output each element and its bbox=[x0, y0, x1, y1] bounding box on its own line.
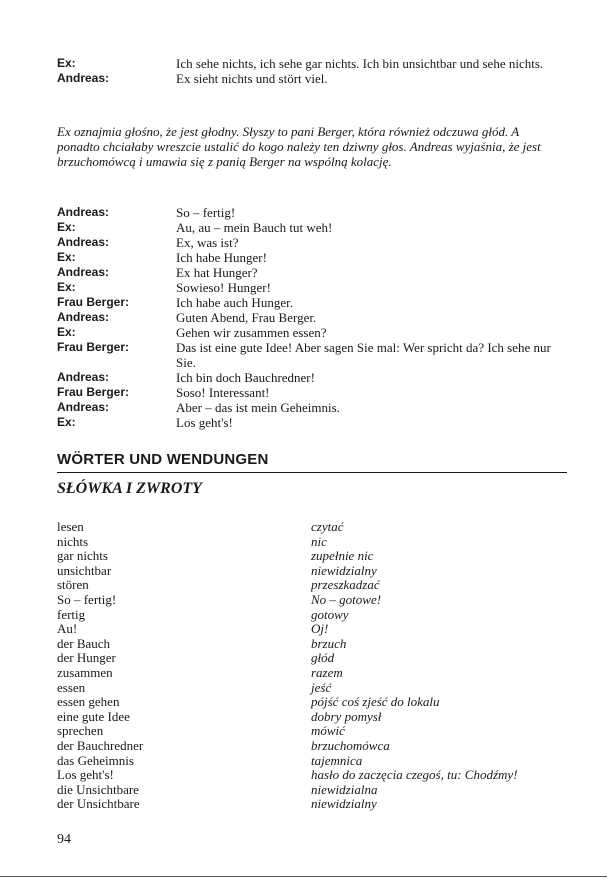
line-text: Ex hat Hunger? bbox=[176, 265, 258, 280]
speaker: Andreas: bbox=[57, 205, 110, 219]
german-term: der Bauch bbox=[57, 635, 111, 651]
line-text: Los geht's! bbox=[176, 415, 233, 430]
dialogue-line bbox=[57, 250, 557, 265]
dialogue-line bbox=[57, 385, 557, 400]
german-term: lesen bbox=[57, 519, 84, 534]
speaker: Ex: bbox=[57, 415, 76, 429]
german-term: sprechen bbox=[57, 723, 104, 739]
german-term: der Hunger bbox=[57, 650, 116, 666]
page-edge-line bbox=[0, 876, 607, 877]
vocab-row bbox=[57, 739, 577, 754]
dialogue-line bbox=[57, 235, 557, 250]
vocab-row bbox=[57, 593, 577, 608]
speaker: Ex: bbox=[57, 220, 76, 234]
speaker: Andreas: bbox=[57, 370, 110, 384]
line-text: Ich habe auch Hunger. bbox=[176, 295, 293, 310]
dialogue-line bbox=[57, 56, 557, 71]
german-term: Au! bbox=[57, 621, 78, 637]
polish-translation: No – gotowe! bbox=[311, 591, 382, 607]
dialogue-line bbox=[57, 205, 557, 220]
speaker: Frau Berger: bbox=[57, 385, 130, 399]
polish-translation: nic bbox=[311, 533, 327, 549]
polish-translation: czytać bbox=[311, 519, 344, 534]
vocab-row bbox=[57, 535, 577, 550]
vocab-row bbox=[57, 681, 577, 696]
vocabulary-list bbox=[57, 520, 577, 812]
vocab-row bbox=[57, 724, 577, 739]
polish-translation: razem bbox=[311, 664, 343, 680]
polish-translation: przeszkadzać bbox=[311, 577, 380, 593]
vocab-row bbox=[57, 666, 577, 681]
vocab-row bbox=[57, 768, 577, 783]
german-term: unsichtbar bbox=[57, 562, 112, 578]
speaker: Andreas: bbox=[57, 235, 110, 249]
line-text: Ex sieht nichts und stört viel. bbox=[176, 71, 328, 86]
german-term: stören bbox=[57, 577, 89, 593]
vocab-row bbox=[57, 564, 577, 579]
section-heading-german: WÖRTER UND WENDUNGEN bbox=[57, 451, 269, 468]
polish-translation: niewidzialna bbox=[311, 781, 378, 797]
section-heading-polish: SŁÓWKA I ZWROTY bbox=[57, 480, 202, 497]
dialogue-line bbox=[57, 310, 557, 325]
speaker: Andreas: bbox=[57, 400, 110, 414]
polish-translation: dobry pomysł bbox=[311, 708, 382, 724]
german-term: der Bauchredner bbox=[57, 737, 144, 753]
polish-translation: hasło do zaczęcia czegoś, tu: Chodźmy! bbox=[311, 767, 518, 783]
heading-divider bbox=[57, 472, 567, 473]
vocab-row bbox=[57, 549, 577, 564]
line-text: Aber – das ist mein Geheimnis. bbox=[176, 400, 340, 415]
vocab-row bbox=[57, 578, 577, 593]
vocab-row bbox=[57, 797, 577, 812]
speaker: Frau Berger: bbox=[57, 295, 130, 309]
speaker: Ex: bbox=[57, 56, 76, 70]
vocab-row bbox=[57, 783, 577, 798]
polish-translation: gotowy bbox=[311, 606, 349, 622]
line-text: Guten Abend, Frau Berger. bbox=[176, 310, 317, 325]
line-text: Ich habe Hunger! bbox=[176, 250, 267, 265]
dialogue-line bbox=[57, 280, 557, 295]
vocab-row bbox=[57, 622, 577, 637]
dialogue-line bbox=[57, 71, 557, 86]
line-text: Das ist eine gute Idee! Aber sagen Sie mal: Wer spricht da? Ich sehe nur Sie. bbox=[176, 340, 551, 370]
dialogue-line bbox=[57, 340, 557, 370]
line-text: Ex, was ist? bbox=[176, 235, 239, 250]
dialogue-line bbox=[57, 220, 557, 235]
speaker: Ex: bbox=[57, 325, 76, 339]
speaker: Andreas: bbox=[57, 71, 110, 85]
polish-translation: niewidzialny bbox=[311, 796, 377, 812]
speaker: Ex: bbox=[57, 250, 76, 264]
german-term: der Unsichtbare bbox=[57, 796, 140, 812]
speaker: Ex: bbox=[57, 280, 76, 294]
vocab-row bbox=[57, 651, 577, 666]
vocab-row bbox=[57, 520, 577, 535]
german-term: nichts bbox=[57, 533, 89, 549]
line-text: Ich sehe nichts, ich sehe gar nichts. Ich bin unsichtbar und sehe nichts. bbox=[176, 56, 544, 71]
vocab-row bbox=[57, 695, 577, 710]
vocab-row bbox=[57, 637, 577, 652]
line-text: Soso! Interessant! bbox=[176, 385, 270, 400]
speaker: Frau Berger: bbox=[57, 340, 130, 354]
vocab-row bbox=[57, 754, 577, 769]
line-text: Ich bin doch Bauchredner! bbox=[176, 370, 315, 385]
german-term: eine gute Idee bbox=[57, 708, 130, 724]
german-term: das Geheimnis bbox=[57, 752, 134, 768]
speaker: Andreas: bbox=[57, 265, 110, 279]
polish-translation: mówić bbox=[311, 723, 345, 739]
german-term: Los geht's! bbox=[57, 767, 114, 783]
polish-translation: tajemnica bbox=[311, 752, 363, 768]
polish-translation: pójść coś zjeść do lokalu bbox=[311, 694, 440, 710]
german-term: essen gehen bbox=[57, 694, 120, 710]
vocab-row bbox=[57, 710, 577, 725]
page-number: 94 bbox=[57, 832, 71, 847]
line-text: Gehen wir zusammen essen? bbox=[176, 325, 327, 340]
dialogue-line bbox=[57, 265, 557, 280]
german-term: essen bbox=[57, 679, 86, 695]
polish-translation: niewidzialny bbox=[311, 562, 377, 578]
polish-translation: jeść bbox=[311, 679, 332, 695]
german-term: die Unsichtbare bbox=[57, 781, 139, 797]
dialogue-line bbox=[57, 295, 557, 310]
dialogue-top bbox=[57, 56, 557, 86]
dialogue-line bbox=[57, 325, 557, 340]
vocab-row bbox=[57, 608, 577, 623]
dialogue-line bbox=[57, 370, 557, 385]
polish-translation: brzuchomówca bbox=[311, 737, 390, 753]
polish-translation: głód bbox=[311, 650, 335, 666]
german-term: zusammen bbox=[57, 664, 113, 680]
german-term: gar nichts bbox=[57, 548, 108, 564]
narration-paragraph: Ex oznajmia głośno, że jest głodny. Słyszy to pani Berger, która również odczuwa głód. A ponadto chciałaby wreszcie ustalić do kogo należy ten dziwny głos. Andreas wyjaśnia, że jest brzuchomówcą i umawia się z panią Berger na wspólną kolację. bbox=[57, 124, 541, 169]
dialogue-line bbox=[57, 415, 557, 430]
line-text: Sowieso! Hunger! bbox=[176, 280, 271, 295]
line-text: So – fertig! bbox=[176, 205, 236, 220]
line-text: Au, au – mein Bauch tut weh! bbox=[176, 220, 333, 235]
polish-translation: zupełnie nic bbox=[311, 548, 374, 564]
german-term: So – fertig! bbox=[57, 591, 117, 607]
polish-translation: Oj! bbox=[311, 621, 329, 637]
german-term: fertig bbox=[57, 606, 86, 622]
polish-translation: brzuch bbox=[311, 635, 347, 651]
dialogue-main bbox=[57, 205, 557, 430]
speaker: Andreas: bbox=[57, 310, 110, 324]
dialogue-line bbox=[57, 400, 557, 415]
